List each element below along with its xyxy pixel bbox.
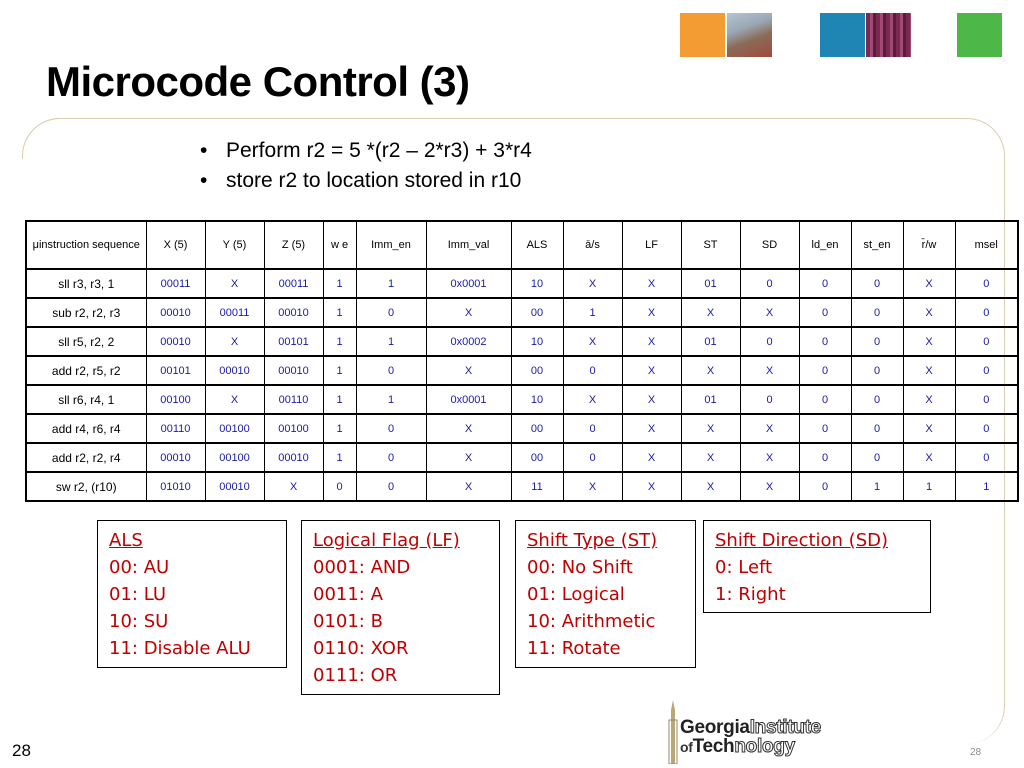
table-cell: X [205,327,264,356]
table-cell: X [740,414,799,443]
legend-logical-flag [301,520,500,695]
table-cell: X [903,356,955,385]
table-cell: 10 [511,269,563,298]
table-cell: 00 [511,443,563,472]
legend-item: 0011: A [313,584,383,605]
column-header: ld_en [799,221,851,269]
page-number: 28 [12,741,31,760]
table-cell: 00011 [205,298,264,327]
table-cell: X [903,414,955,443]
instruction-cell: sw r2, (r10) [26,472,146,501]
table-cell: 00100 [264,414,323,443]
table-cell: X [426,356,511,385]
table-cell: X [622,327,681,356]
table-cell: X [622,269,681,298]
legend-item: 01: Logical [527,584,625,605]
legend-item: 0001: AND [313,557,411,578]
table-cell: 0 [799,327,851,356]
table-cell: 0 [563,414,622,443]
table-cell: X [205,269,264,298]
column-header: ā/s [563,221,622,269]
table-cell: X [740,298,799,327]
column-header: w e [323,221,356,269]
decor-photo-campus [727,13,772,57]
logo-word-tech: Tech [692,736,735,757]
column-header: Imm_en [356,221,426,269]
table-cell: 00110 [264,385,323,414]
table-cell: 00010 [264,443,323,472]
table-cell: 00101 [146,356,205,385]
table-cell: 00 [511,298,563,327]
legend-item: 00: AU [109,557,170,578]
table-cell: 0x0001 [426,385,511,414]
column-header: Y (5) [205,221,264,269]
table-cell: 0x0001 [426,269,511,298]
table-cell: 00100 [205,443,264,472]
instruction-cell: add r4, r6, r4 [26,414,146,443]
legend-heading: Logical Flag (LF) [313,530,460,551]
table-cell: 0 [851,269,903,298]
decor-square-green [957,13,1002,57]
table-cell: 0 [740,327,799,356]
legend-item: 01: LU [109,584,166,605]
table-cell: X [264,472,323,501]
table-cell: 1 [356,385,426,414]
legend-item: 00: No Shift [527,557,633,578]
legend-shift-type [515,520,696,668]
bullet-item: • Perform r2 = 5 *(r2 – 2*r3) + 3*r4 [198,136,532,166]
bullet-item: • store r2 to location stored in r10 [198,166,532,196]
table-cell: X [622,385,681,414]
table-cell: 0 [740,269,799,298]
table-cell: 0 [955,327,1018,356]
table-cell: 01 [681,269,740,298]
table-cell: 1 [903,472,955,501]
table-cell: 0 [356,472,426,501]
table-cell: 0 [955,356,1018,385]
table-cell: 0 [356,298,426,327]
table-cell: 1 [356,269,426,298]
table-cell: 0 [799,472,851,501]
legend-heading: ALS [109,530,143,551]
column-header: Z (5) [264,221,323,269]
legend-item: 0111: OR [313,665,398,686]
table-cell: 00 [511,356,563,385]
table-cell: X [622,472,681,501]
legend-item: 10: Arithmetic [527,611,656,632]
table-cell: X [563,269,622,298]
table-cell: X [903,269,955,298]
legend-heading: Shift Type (ST) [527,530,658,551]
table-cell: 0 [799,356,851,385]
decor-photo-chip [866,13,911,57]
table-cell: 0 [851,356,903,385]
decor-square-blue [820,13,865,57]
legend-als [97,520,287,668]
table-cell: 0 [955,443,1018,472]
table-cell: 00101 [264,327,323,356]
table-cell: 0 [851,385,903,414]
table-cell: 00010 [205,356,264,385]
table-cell: X [622,298,681,327]
table-cell: 1 [323,443,356,472]
table-cell: X [740,472,799,501]
table-cell: 00011 [264,269,323,298]
legend-item: 10: SU [109,611,169,632]
page-number-small: 28 [970,747,982,758]
table-header-row [26,221,1018,269]
table-cell: 1 [323,385,356,414]
instruction-cell: sub r2, r2, r3 [26,298,146,327]
table-cell: 1 [356,327,426,356]
table-cell: 00100 [146,385,205,414]
table-cell: X [903,385,955,414]
table-row [26,269,1018,298]
table-cell: 10 [511,327,563,356]
table-cell: 0 [563,356,622,385]
legend-item: 0: Left [715,557,773,578]
table-cell: 00 [511,414,563,443]
table-cell: 00010 [146,327,205,356]
table-cell: 0 [799,385,851,414]
table-cell: X [740,356,799,385]
table-cell: 00010 [264,356,323,385]
logo-word-institute: Institute [749,717,821,738]
table-cell: 00010 [264,298,323,327]
table-cell: 0 [356,414,426,443]
table-cell: 11 [511,472,563,501]
table-cell: X [426,298,511,327]
table-cell: 00100 [205,414,264,443]
table-cell: 0 [955,414,1018,443]
decor-square-orange [680,13,725,57]
instruction-cell: sll r6, r4, 1 [26,385,146,414]
table-cell: 0 [356,443,426,472]
logo-line-2 [680,736,795,758]
logo-word-of: of [680,739,693,755]
table-cell: 00011 [146,269,205,298]
table-cell: 0 [851,414,903,443]
table-row [26,414,1018,443]
table-cell: 0 [955,385,1018,414]
table-cell: 01 [681,385,740,414]
table-cell: 10 [511,385,563,414]
column-header: X (5) [146,221,205,269]
table-cell: 00010 [146,298,205,327]
table-cell: 0 [799,269,851,298]
table-cell: 1 [323,414,356,443]
table-cell: 0 [740,385,799,414]
table-row [26,472,1018,501]
table-cell: 0 [851,327,903,356]
table-cell: 1 [323,327,356,356]
column-header: μinstruction sequence [26,221,146,269]
table-cell: 0 [563,443,622,472]
table-cell: X [903,327,955,356]
table-row [26,327,1018,356]
logo-word-nology: nology [734,736,795,757]
table-cell: X [205,385,264,414]
legend-shift-direction [703,520,931,613]
column-header: msel [955,221,1018,269]
table-cell: X [903,298,955,327]
table-cell: 1 [851,472,903,501]
column-header: ST [681,221,740,269]
table-cell: 0 [799,298,851,327]
bullet-list [198,136,532,196]
table-cell: X [681,472,740,501]
table-cell: X [622,443,681,472]
table-cell: 1 [955,472,1018,501]
table-cell: X [681,443,740,472]
instruction-cell: add r2, r5, r2 [26,356,146,385]
table-cell: X [426,472,511,501]
table-cell: X [740,443,799,472]
table-cell: 0 [955,298,1018,327]
table-cell: 0 [323,472,356,501]
legend-item: 11: Disable ALU [109,638,251,659]
logo-word-georgia: Georgia [680,717,750,738]
table-cell: X [622,356,681,385]
legend-heading: Shift Direction (SD) [715,530,889,551]
legend-item: 0110: XOR [313,638,409,659]
table-cell: 0 [851,443,903,472]
microcode-table [25,220,1019,502]
table-cell: 00110 [146,414,205,443]
table-cell: 0 [955,269,1018,298]
table-cell: 0 [356,356,426,385]
table-cell: X [681,414,740,443]
table-row [26,443,1018,472]
table-cell: 1 [323,269,356,298]
table-cell: X [903,443,955,472]
table-cell: X [563,385,622,414]
table-cell: 0x0002 [426,327,511,356]
table-cell: 1 [323,298,356,327]
column-header: r̄/w [903,221,955,269]
table-row [26,385,1018,414]
table-cell: X [681,356,740,385]
table-cell: X [563,327,622,356]
legend-item: 1: Right [715,584,786,605]
table-cell: X [681,298,740,327]
table-cell: 1 [563,298,622,327]
table-cell: X [563,472,622,501]
table-cell: 0 [851,298,903,327]
table-cell: 00010 [205,472,264,501]
table-cell: X [426,414,511,443]
legend-item: 0101: B [313,611,383,632]
table-cell: 1 [323,356,356,385]
table-cell: 00010 [146,443,205,472]
column-header: Imm_val [426,221,511,269]
slide-title: Microcode Control (3) [46,58,470,105]
table-cell: 0 [799,443,851,472]
table-cell: 01010 [146,472,205,501]
table-cell: X [426,443,511,472]
table-row [26,298,1018,327]
table-row [26,356,1018,385]
table-cell: X [622,414,681,443]
instruction-cell: add r2, r2, r4 [26,443,146,472]
column-header: ALS [511,221,563,269]
table-cell: 01 [681,327,740,356]
legend-item: 11: Rotate [527,638,621,659]
instruction-cell: sll r5, r2, 2 [26,327,146,356]
column-header: st_en [851,221,903,269]
slide-frame-corner [22,118,63,159]
column-header: LF [622,221,681,269]
table-cell: 0 [799,414,851,443]
column-header: SD [740,221,799,269]
instruction-cell: sll r3, r3, 1 [26,269,146,298]
